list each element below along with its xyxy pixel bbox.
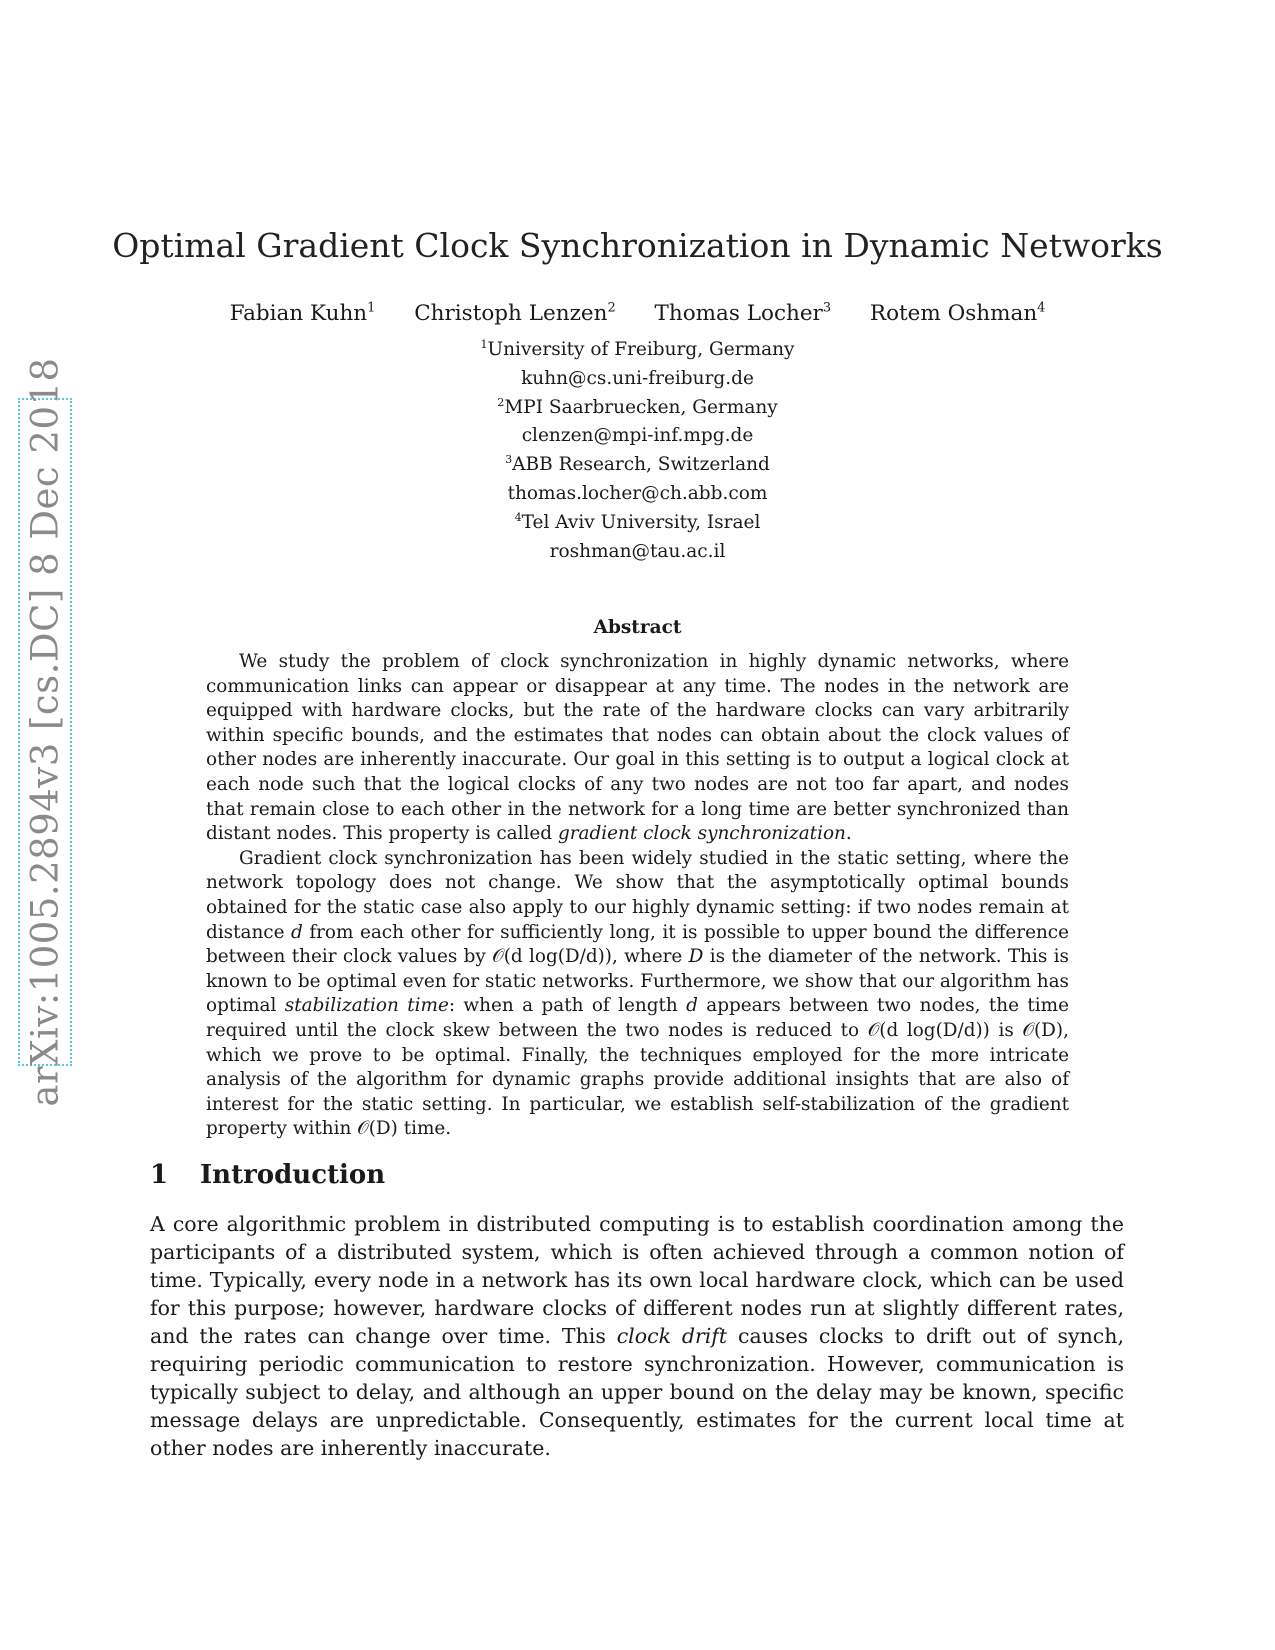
author-list — [0, 301, 1275, 326]
affiliation-email[interactable]: clenzen@mpi-inf.mpg.de — [521, 425, 754, 447]
author-name: Rotem Oshman — [869, 301, 1038, 326]
arxiv-identifier[interactable]: arXiv:1005.2894v3 [cs.DC] 8 Dec 2018 — [23, 357, 67, 1107]
author — [870, 301, 1045, 326]
author — [414, 301, 615, 326]
affiliation-institution: MPI Saarbruecken, Germany — [504, 396, 778, 418]
affiliation — [0, 336, 1275, 365]
author-name: Fabian Kuhn — [229, 301, 368, 326]
author-mark: 1 — [367, 300, 376, 316]
abstract-body — [206, 650, 1069, 1142]
author — [230, 301, 376, 326]
author-mark: 2 — [607, 300, 616, 316]
abstract-paragraph-1: We study the problem of clock synchronization in highly dynamic networks, where communication links can appear or disappear at any time. The nodes in the network are equipped with hardware clocks, but the rate of the hardware clocks can vary arbitrarily within specific bounds, and the estimates that nodes can obtain about the clock values of other nodes are inherently inaccurate. Our goal in this setting is to output a logical clock at each node such that the logical clocks of any two nodes are not too far apart, and nodes that remain close to each other in the network for a long time are better synchronized than distant nodes. This property is called gradient clock synchronization. — [206, 651, 1069, 845]
affiliation-institution: Tel Aviv University, Israel — [521, 511, 761, 533]
section-number: 1 — [150, 1160, 169, 1190]
paper-title: Optimal Gradient Clock Synchronization in Dynamic Networks — [112, 226, 1163, 265]
author-mark: 4 — [1037, 300, 1046, 316]
affiliation-mark: 4 — [514, 510, 522, 524]
affiliation-list — [0, 336, 1275, 566]
affiliation-email[interactable]: thomas.locher@ch.abb.com — [507, 482, 768, 504]
term-gradient-clock-synchronization: gradient clock synchronization — [557, 823, 846, 845]
abstract-heading: Abstract — [593, 617, 682, 638]
affiliation — [0, 394, 1275, 423]
author-name: Thomas Locher — [654, 301, 823, 326]
term-clock-drift: clock drift — [616, 1324, 728, 1348]
affiliation-institution: ABB Research, Switzerland — [512, 454, 770, 476]
author-name: Christoph Lenzen — [414, 301, 608, 326]
abstract-paragraph-2: Gradient clock synchronization has been widely studied in the static setting, where the network topology does not change. We show that the asymptotically optimal bounds obtained for the static case also apply to our highly dynamic setting: if two nodes remain at distance d from each other for sufficiently long, it is possible to upper bound the difference between their clock values by 𝒪(d log(D/d)), where D is the diameter of the network. This is known to be optimal even for static networks. Furthermore, we show that our algorithm has optimal stabilization time: when a path of length d appears between two nodes, the time required until the clock skew between the two nodes is reduced to 𝒪(d log(D/d)) is 𝒪(D), which we prove to be optimal. Finally, the techniques employed for the more intricate analysis of the algorithm for dynamic graphs provide additional insights that are also of interest for the static setting. In particular, we establish self-stabilization of the gradient property within 𝒪(D) time. — [206, 847, 1069, 1140]
affiliation — [0, 451, 1275, 480]
affiliation-mark: 1 — [480, 337, 488, 351]
introduction-paragraph: A core algorithmic problem in distributed computing is to establish coordination among the participants of a distributed system, which is often achieved through a common notion of time. Typically, every node in a network has its own local hardware clock, which can be used for this purpose; however, hardware clocks of different nodes run at slightly different rates, and the rates can change over time. This clock drift causes clocks to drift out of synch, requiring periodic communication to restore synchronization. However, communication is typically subject to delay, and although an upper bound on the delay may be known, specific message delays are unpredictable. Consequently, estimates for the current local time at other nodes are inherently inaccurate. — [150, 1212, 1124, 1460]
affiliation-mark: 3 — [505, 452, 513, 466]
affiliation-email[interactable]: roshman@tau.ac.il — [549, 540, 726, 562]
math-bound: 𝒪(d log(D/d)) — [492, 946, 612, 968]
math-bound: 𝒪(D) — [1022, 1019, 1064, 1041]
term-stabilization-time: stabilization time — [284, 995, 449, 1017]
affiliation-institution: University of Freiburg, Germany — [487, 339, 795, 360]
affiliation — [0, 509, 1275, 538]
math-bound: 𝒪(D) — [357, 1118, 398, 1140]
affiliation-mark: 2 — [497, 395, 505, 409]
author-mark: 3 — [822, 300, 832, 316]
math-bound: 𝒪(d log(D/d)) — [867, 1019, 990, 1041]
section-title: Introduction — [200, 1160, 386, 1190]
section-heading — [150, 1160, 385, 1190]
affiliation-email[interactable]: kuhn@cs.uni-freiburg.de — [521, 367, 754, 389]
author — [655, 301, 832, 326]
